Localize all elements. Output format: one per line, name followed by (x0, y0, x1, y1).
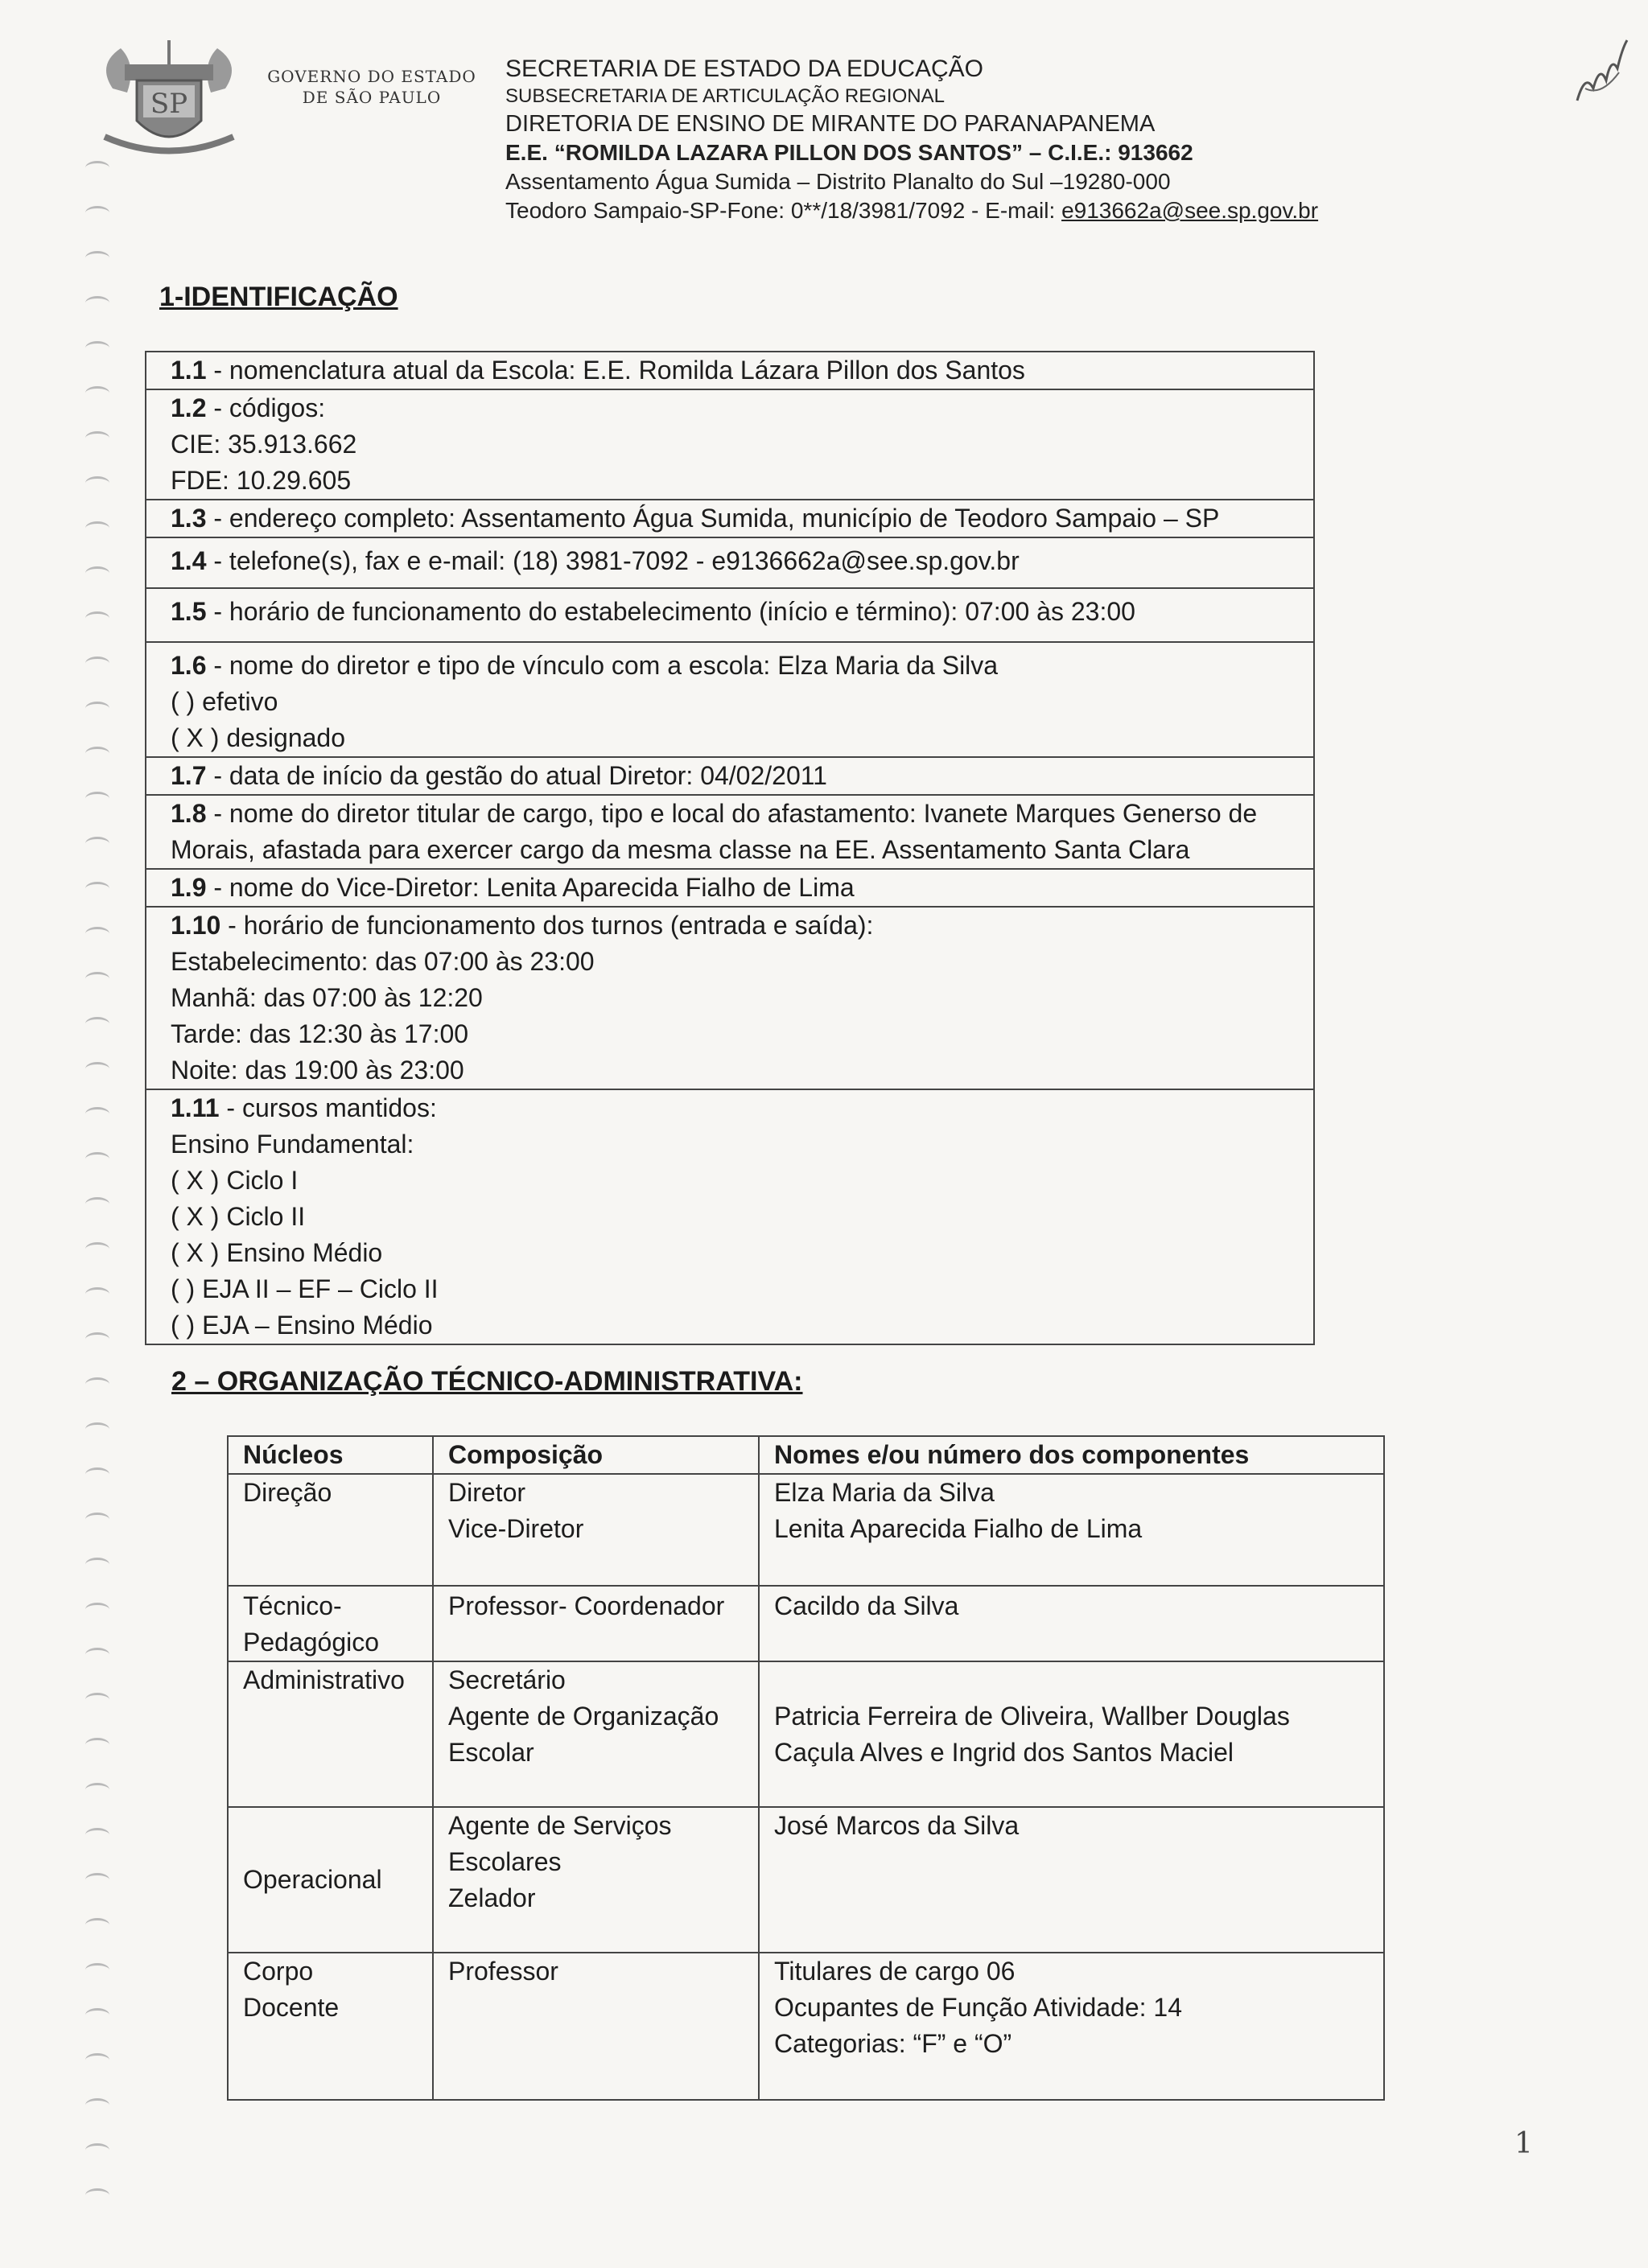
composicao-item: Diretor (448, 1478, 526, 1507)
item-text: - horário de funcionamento do estabelecimento (início e término): 07:00 às 23:00 (206, 597, 1135, 626)
binder-hole-mark (85, 1422, 109, 1436)
binder-hole-mark (85, 1963, 109, 1977)
binder-hole-mark (85, 702, 109, 715)
nome-item: Patricia Ferreira de Oliveira, Wallber Douglas Caçula Alves e Ingrid dos Santos Maciel (774, 1702, 1290, 1767)
cell-composicao (433, 1953, 759, 2100)
item-num: 1.6 (171, 651, 207, 680)
row-1-5 (146, 589, 1313, 643)
binder-hole-mark (85, 1377, 109, 1391)
composicao-item: Secretário (448, 1665, 566, 1694)
binder-hole-mark (85, 2143, 109, 2157)
government-label (259, 66, 484, 108)
binder-hole-mark (85, 566, 109, 580)
subsecretaria-line: SUBSECRETARIA DE ARTICULAÇÃO REGIONAL (505, 85, 945, 107)
binder-hole-mark (85, 1738, 109, 1751)
option-efetivo: ( ) efetivo (171, 687, 278, 716)
diretoria-line: DIRETORIA DE ENSINO DE MIRANTE DO PARANAPANEMA (505, 111, 1156, 137)
curso-eja-medio: ( ) EJA – Ensino Médio (171, 1311, 433, 1340)
curso-ciclo2: ( X ) Ciclo II (171, 1202, 306, 1231)
cell-nomes (759, 1474, 1384, 1586)
section2-title: 2 – ORGANIZAÇÃO TÉCNICO-ADMINISTRATIVA: (171, 1366, 803, 1397)
row-1-10 (146, 908, 1313, 1090)
binder-holes (85, 161, 117, 2221)
row-1-9 (146, 870, 1313, 908)
cell-composicao (433, 1586, 759, 1661)
binder-hole-mark (85, 972, 109, 986)
row-1-8 (146, 796, 1313, 870)
nome-item: Lenita Aparecida Fialho de Lima (774, 1514, 1143, 1543)
binder-hole-mark (85, 1287, 109, 1301)
binder-hole-mark (85, 1828, 109, 1842)
binder-hole-mark (85, 611, 109, 625)
table-row (228, 1474, 1384, 1586)
binder-hole-mark (85, 927, 109, 941)
cell-nucleo: Administrativo (228, 1661, 433, 1807)
binder-hole-mark (85, 1558, 109, 1571)
curso-medio: ( X ) Ensino Médio (171, 1238, 383, 1267)
item-text: - nome do Vice-Diretor: Lenita Aparecida Fialho de Lima (206, 873, 855, 902)
composicao-item: Zelador (448, 1883, 536, 1912)
binder-hole-mark (85, 1197, 109, 1211)
row-1-4 (146, 538, 1313, 589)
table-row (228, 1586, 1384, 1661)
item-text: - horário de funcionamento dos turnos (entrada e saída): (220, 911, 874, 940)
binder-hole-mark (85, 1873, 109, 1887)
binder-hole-mark (85, 2098, 109, 2112)
item-text: - nome do diretor titular de cargo, tipo e local do afastamento: Ivanete Marques Generso de Morais, afastada para exercer cargo da mesma classe na EE. Assentamento Santa Clara (171, 799, 1258, 864)
binder-hole-mark (85, 1332, 109, 1346)
turno-noite: Noite: das 19:00 às 23:00 (171, 1056, 464, 1085)
table-row (228, 1953, 1384, 2100)
item-num: 1.11 (171, 1093, 220, 1122)
row-1-7 (146, 758, 1313, 796)
binder-hole-mark (85, 476, 109, 490)
binder-hole-mark (85, 296, 109, 310)
binder-hole-mark (85, 206, 109, 220)
item-text: - data de início da gestão do atual Diretor: 04/02/2011 (206, 761, 827, 790)
binder-hole-mark (85, 521, 109, 535)
item-text: - telefone(s), fax e e-mail: (18) 3981-7092 - e9136662a@see.sp.gov.br (206, 546, 1020, 575)
binder-hole-mark (85, 431, 109, 445)
header-nucleos: Núcleos (228, 1436, 433, 1474)
item-text: - endereço completo: Assentamento Água Sumida, município de Teodoro Sampaio – SP (206, 504, 1220, 533)
item-num: 1.1 (171, 356, 207, 385)
row-1-11 (146, 1090, 1313, 1345)
row-1-3 (146, 500, 1313, 538)
turno-tarde: Tarde: das 12:30 às 17:00 (171, 1019, 469, 1048)
secretaria-line: SECRETARIA DE ESTADO DA EDUCAÇÃO (505, 56, 984, 82)
gov-line2: DE SÃO PAULO (302, 88, 442, 107)
binder-hole-mark (85, 1918, 109, 1932)
address-line: Assentamento Água Sumida – Distrito Planalto do Sul –19280-000 (505, 169, 1171, 194)
cell-nucleo: Direção (228, 1474, 433, 1586)
cell-nucleo: Técnico-Pedagógico (228, 1586, 433, 1661)
item-text: - nomenclatura atual da Escola: E.E. Romilda Lázara Pillon dos Santos (206, 356, 1025, 385)
composicao-item: Agente de Serviços Escolares (448, 1811, 672, 1876)
binder-hole-mark (85, 2053, 109, 2067)
composicao-item: Vice-Diretor (448, 1514, 584, 1543)
item-num: 1.8 (171, 799, 207, 828)
header-composicao: Composição (433, 1436, 759, 1474)
nome-item: Categorias: “F” e “O” (774, 2029, 1012, 2058)
item-text: - códigos: (206, 393, 326, 422)
row-1-1 (146, 352, 1313, 390)
nome-item: Titulares de cargo 06 (774, 1957, 1016, 1986)
composicao-item: Professor- Coordenador (448, 1591, 725, 1620)
contact-line (505, 196, 1471, 225)
cell-nucleo: Operacional (228, 1807, 433, 1953)
gov-line1: GOVERNO DO ESTADO (267, 67, 476, 86)
binder-hole-mark (85, 1062, 109, 1076)
nome-item: Elza Maria da Silva (774, 1478, 995, 1507)
code-fde: FDE: 10.29.605 (171, 466, 352, 495)
page-number: 1 (1514, 2127, 1533, 2160)
binder-hole-mark (85, 1783, 109, 1797)
header-nomes: Nomes e/ou número dos componentes (759, 1436, 1384, 1474)
binder-hole-mark (85, 1152, 109, 1166)
item-text: - cursos mantidos: (219, 1093, 437, 1122)
identification-table (145, 351, 1315, 1345)
item-text: - nome do diretor e tipo de vínculo com a escola: Elza Maria da Silva (206, 651, 999, 680)
binder-hole-mark (85, 747, 109, 760)
cell-nomes (759, 1953, 1384, 2100)
cell-nomes (759, 1586, 1384, 1661)
nome-item: José Marcos da Silva (774, 1811, 1020, 1840)
binder-hole-mark (85, 1693, 109, 1706)
nome-item: Ocupantes de Função Atividade: 14 (774, 1993, 1183, 2022)
binder-hole-mark (85, 251, 109, 265)
school-line: E.E. “ROMILDA LAZARA PILLON DOS SANTOS” – C.I.E.: 913662 (505, 140, 1193, 165)
curso-ciclo1: ( X ) Ciclo I (171, 1166, 299, 1195)
cell-composicao (433, 1661, 759, 1807)
binder-hole-mark (85, 837, 109, 850)
row-1-6 (146, 643, 1313, 758)
binder-hole-mark (85, 2008, 109, 2022)
contact-prefix: Teodoro Sampaio-SP-Fone: 0**/18/3981/7092 - E-mail: (505, 198, 1062, 223)
code-cie: CIE: 35.913.662 (171, 430, 357, 459)
organization-table (227, 1435, 1385, 2101)
letterhead (505, 55, 1471, 225)
cell-composicao (433, 1474, 759, 1586)
binder-hole-mark (85, 2188, 109, 2202)
item-num: 1.2 (171, 393, 207, 422)
item-num: 1.3 (171, 504, 207, 533)
cell-nomes (759, 1661, 1384, 1807)
binder-hole-mark (85, 1242, 109, 1256)
row-1-2 (146, 390, 1313, 500)
binder-hole-mark (85, 657, 109, 670)
state-crest-logo (89, 32, 249, 169)
binder-hole-mark (85, 1648, 109, 1661)
curso-eja-ef: ( ) EJA II – EF – Ciclo II (171, 1274, 439, 1303)
binder-hole-mark (85, 1513, 109, 1526)
composicao-item: Agente de Organização Escolar (448, 1702, 719, 1767)
option-designado: ( X ) designado (171, 723, 346, 752)
binder-hole-mark (85, 882, 109, 895)
binder-hole-mark (85, 341, 109, 355)
table-row (228, 1807, 1384, 1953)
item-num: 1.9 (171, 873, 207, 902)
binder-hole-mark (85, 1467, 109, 1481)
cell-nucleo: Corpo Docente (228, 1953, 433, 2100)
item-num: 1.10 (171, 911, 221, 940)
turno-estabelecimento: Estabelecimento: das 07:00 às 23:00 (171, 947, 595, 976)
table-row (228, 1661, 1384, 1807)
composicao-item: Professor (448, 1957, 558, 1986)
handwritten-initials (1569, 24, 1634, 113)
cell-nomes (759, 1807, 1384, 1953)
binder-hole-mark (85, 386, 109, 400)
contact-email-link[interactable]: e913662a@see.sp.gov.br (1061, 198, 1319, 223)
item-num: 1.5 (171, 597, 207, 626)
curso-label: Ensino Fundamental: (171, 1130, 414, 1159)
turno-manha: Manhã: das 07:00 às 12:20 (171, 983, 483, 1012)
binder-hole-mark (85, 1017, 109, 1031)
crest-letters: SP (150, 88, 188, 120)
cell-composicao (433, 1807, 759, 1953)
section1-title: 1-IDENTIFICAÇÃO (159, 282, 398, 312)
binder-hole-mark (85, 792, 109, 805)
binder-hole-mark (85, 1603, 109, 1616)
item-num: 1.4 (171, 546, 207, 575)
item-num: 1.7 (171, 761, 207, 790)
table-header-row (228, 1436, 1384, 1474)
binder-hole-mark (85, 1107, 109, 1121)
nome-item: Cacildo da Silva (774, 1591, 959, 1620)
